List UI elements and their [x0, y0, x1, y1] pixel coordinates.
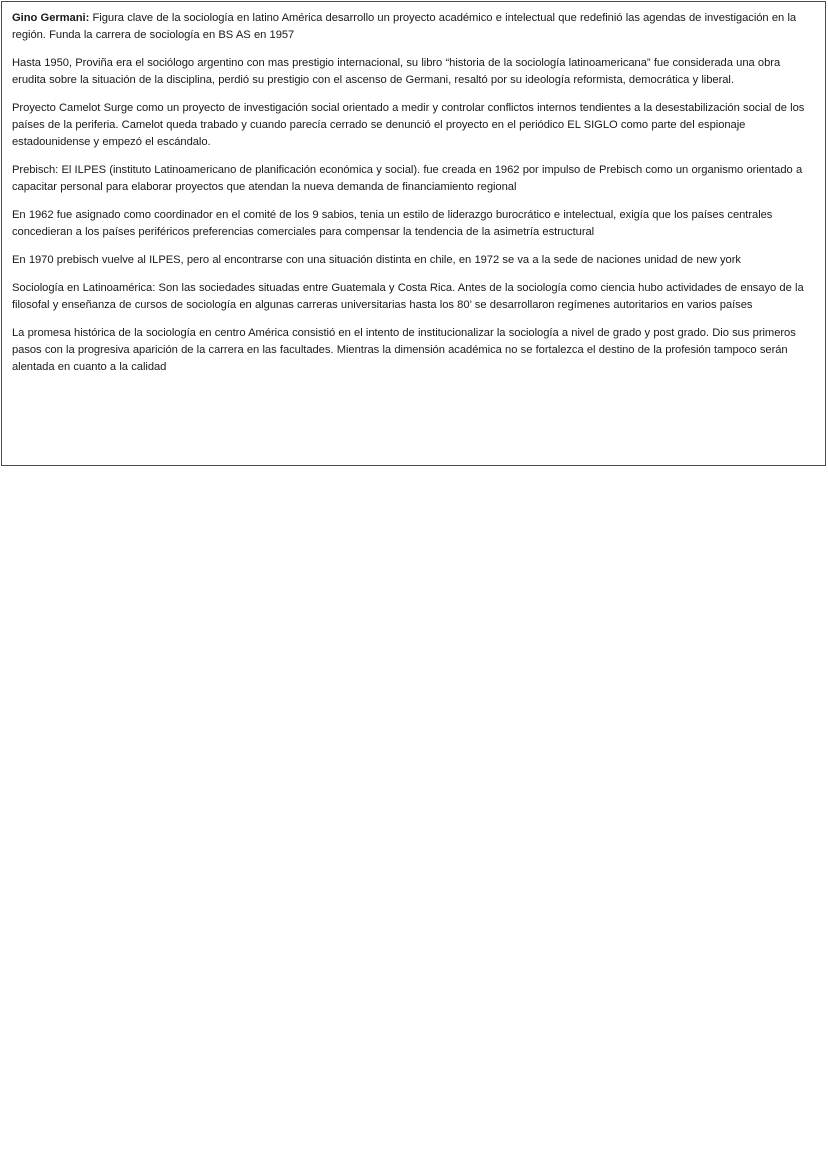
notes-text-box	[1, 1, 826, 466]
paragraph-text: Sociología en Latinoamérica: Son las sociedades situadas entre Guatemala y Costa Rica. Antes de la sociología como ciencia hubo actividades de ensayo de la filosofal y enseñanza de cursos de sociología en algunas carreras universitarias hasta los 80’ se desarrollaron regímenes autoritarios en varios países	[12, 282, 804, 311]
paragraph-text: En 1962 fue asignado como coordinador en el comité de los 9 sabios, tenia un estilo de liderazgo burocrático e intelectual, exigía que los países centrales concedieran a los países periféricos preferencias comerciales para compensar la tendencia de la asimetría estructural	[12, 209, 773, 238]
paragraph-gino-germani	[12, 10, 815, 44]
paragraph-prebisch-ilpes	[12, 162, 815, 196]
paragraph-proyecto-camelot	[12, 100, 815, 151]
paragraph-text: Figura clave de la sociología en latino América desarrollo un proyecto académico e intelectual que redefinió las agendas de investigación en la región. Funda la carrera de sociología en BS AS en 1957	[12, 12, 797, 41]
paragraph-promesa-historica	[12, 325, 815, 376]
paragraph-lead: Gino Germani:	[12, 12, 90, 24]
paragraph-text: Proyecto Camelot Surge como un proyecto de investigación social orientado a medir y controlar conflictos internos tendientes a la desestabilización social de los países de la periferia. Camelot queda trabado y cuando parecía cerrado se denunció el proyecto en el periódico EL SIGLO como parte del espionaje estadounidense y empezó el escándalo.	[12, 102, 805, 148]
paragraph-prebisch-1970	[12, 252, 815, 269]
paragraph-povina	[12, 55, 815, 89]
paragraph-text: Hasta 1950, Proviña era el sociólogo argentino con mas prestigio internacional, su libro “historia de la sociología latinoamericana” fue considerada una obra erudita sobre la situación de la disciplina, perdió su prestigio con el ascenso de Germani, resaltó por su ideología reformista, democrática y liberal.	[12, 57, 781, 86]
paragraph-text: Prebisch: El ILPES (instituto Latinoamericano de planificación económica y social). fue creada en 1962 por impulso de Prebisch como un organismo orientado a capacitar personal para elaborar proyectos que atendan la nueva demanda de financiamiento regional	[12, 164, 803, 193]
paragraph-text: La promesa histórica de la sociología en centro América consistió en el intento de institucionalizar la sociología a nivel de grado y post grado. Dio sus primeros pasos con la progresiva aparición de la carrera en las facultades. Mientras la dimensión académica no se fortalezca el destino de la profesión tampoco serán alentada en cuanto a la calidad	[12, 327, 796, 373]
paragraph-text: En 1970 prebisch vuelve al ILPES, pero al encontrarse con una situación distinta en chile, en 1972 se va a la sede de naciones unidad de new york	[12, 254, 741, 266]
paragraph-comite-9-sabios	[12, 207, 815, 241]
paragraph-sociologia-latinoamerica	[12, 280, 815, 314]
